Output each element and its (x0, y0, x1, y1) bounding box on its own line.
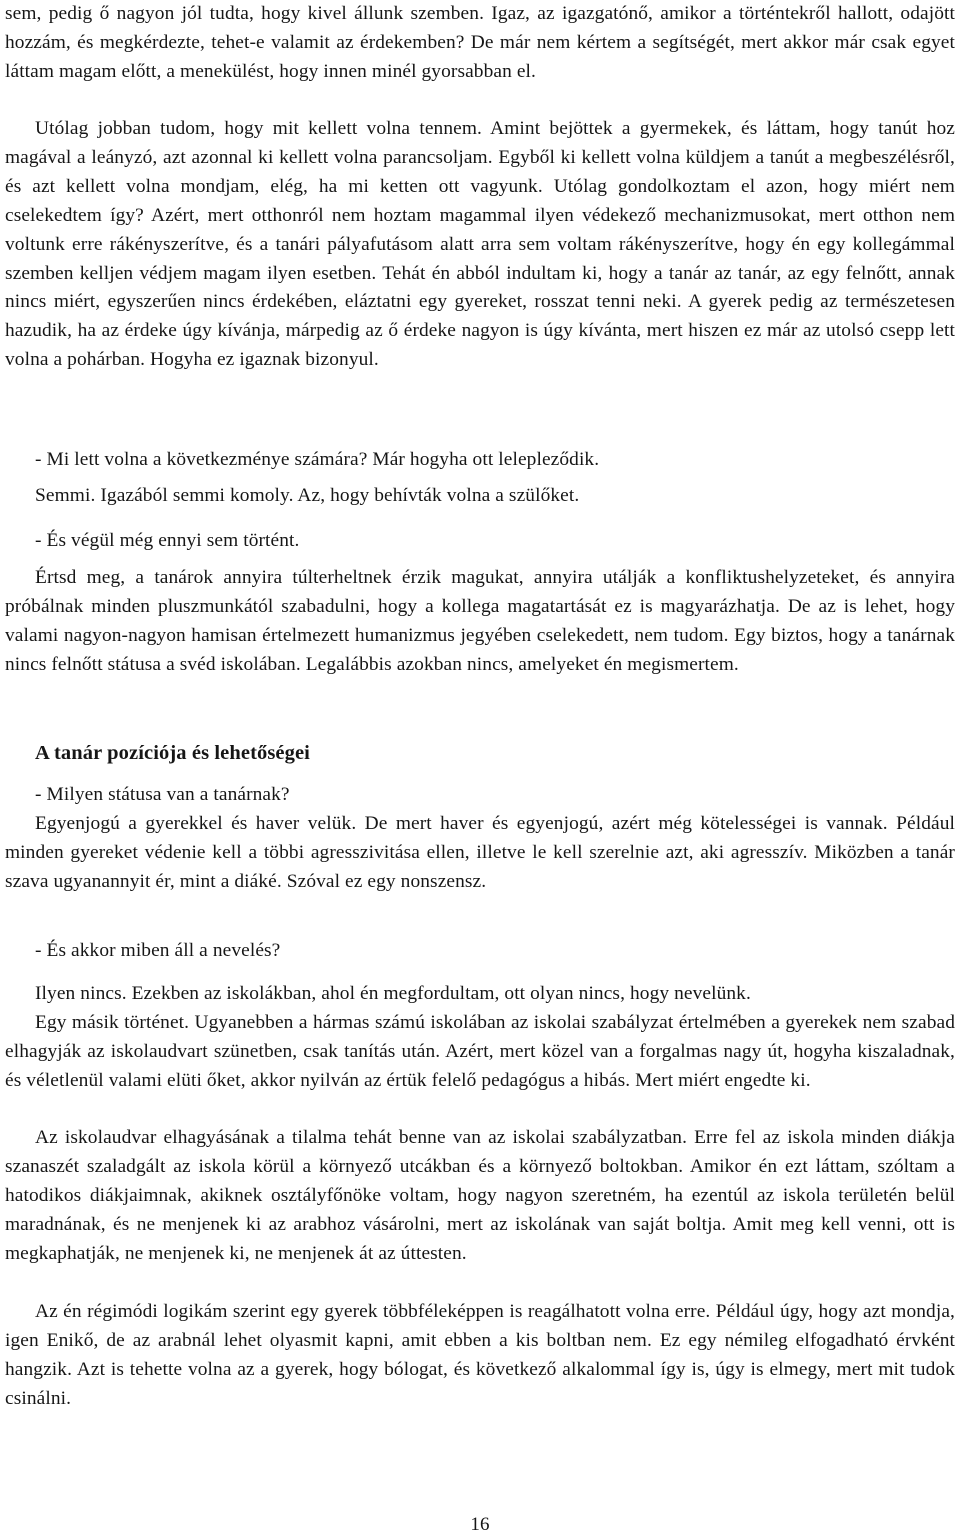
paragraph-5: Ilyen nincs. Ezekben az iskolákban, ahol én megfordultam, ott olyan nincs, hogy nevelünk. (35, 983, 751, 1004)
section-heading: A tanár pozíciója és lehetőségei (35, 742, 310, 764)
answer-1: Semmi. Igazából semmi komoly. Az, hogy behívták volna a szülőket. (35, 485, 580, 506)
paragraph-4: Egyenjogú a gyerekkel és haver velük. De mert haver és egyenjogú, azért még kötelességei is vannak. Például minden gyereket védenie kell a többi agresszivitása ellen, illetve le kell szerelnie azt, aki agresszív. Miközben a tanár szava ugyanannyit ér, mint a diáké. Szóval ez egy nonszensz. (5, 813, 955, 892)
question-3: - Milyen státusa van a tanárnak? (35, 784, 290, 805)
question-1: - Mi lett volna a következménye számára? Már hogyha ott lelepleződik. (35, 449, 600, 470)
paragraph-2: Utólag jobban tudom, hogy mit kellett volna tennem. Amint bejöttek a gyermekek, és láttam, hogy tanút hoz magával a leányzó, azt azonnal ki kellett volna parancsoljam. Egyből ki kellett volna küldjem a tanút a megbeszélésről, és azt kellett volna mondjam, elég, ha mi ketten ott vagyunk. Utólag gondolkoztam el azon, hogy miért nem cselekedtem így? Azért, mert otthonról nem hoztam magammal ilyen védekező mechanizmusokat, mert otthon nem voltunk erre rákényszerítve, és a tanári pályafutásom alatt arra sem voltam rákényszerítve, hogy én egy kollegámmal szemben kelljen védjem magam ilyen esetben. Tehát én abból indultam ki, hogy a tanár az tanár, az egy felnőtt, annak nincs miért, egyszerűen nincs érdekében, eláztatni egy gyereket, rosszat tenni neki. A gyerek pedig az természetesen hazudik, ha az érdeke úgy kívánja, márpedig az ő érdeke nagyon is úgy kívánta, mert hiszen ez már az utolsó csepp lett volna a pohárban. Hogyha ez igaznak bizonyul. (5, 118, 955, 371)
paragraph-6: Egy másik történet. Ugyanebben a hármas számú iskolában az iskolai szabályzat értelmében a gyerekek nem szabad elhagyják az iskolaudvart szünetben, csak tanítás után. Azért, mert közel van a forgalmas nagy út, hogyha kiszaladnak, és véletlenül valami elüti őket, akkor nyilván az értük felelő pedagógus a hibás. Mert miért engedte ki. (5, 1012, 955, 1091)
paragraph-1: sem, pedig ő nagyon jól tudta, hogy kivel állunk szemben. Igaz, az igazgatónő, amikor a történtekről hallott, odajött hozzám, és megkérdezte, tehet-e valamit az érdekemben? De már nem kértem a segítségét, mert akkor már csak egyet láttam magam előtt, a menekülést, hogy innen minél gyorsabban el. (5, 3, 955, 82)
question-4: - És akkor miben áll a nevelés? (35, 940, 281, 961)
paragraph-7: Az iskolaudvar elhagyásának a tilalma tehát benne van az iskolai szabályzatban. Erre fel az iskola minden diákja szanaszét szaladgált az iskola körül a környező utcákban és a környező boltokban. Amikor én ezt láttam, szóltam a hatodikos diákjaimnak, akiknek osztályfőnöke voltam, hogy nagyon szeretném, ha ezentúl az iskola területén belül maradnának, és ne menjenek ki az arabhoz vásárolni, mert az iskolának van saját boltja. Amit meg kell venni, ott is megkaphatják, ne menjenek ki, ne menjenek át az úttesten. (5, 1127, 955, 1264)
paragraph-3: Értsd meg, a tanárok annyira túlterheltnek érzik magukat, annyira utálják a konfliktushelyzeteket, és annyira próbálnak minden pluszmunkától szabadulni, hogy a kollega magatartását ez is magyarázhatja. De az is lehet, hogy valami nagyon-nagyon hamisan értelmezett humanizmus jegyében cselekedett, nem tudom. Egy biztos, hogy a tanárnak nincs felnőtt státusa a svéd iskolában. Legalábbis azokban nincs, amelyeket én megismertem. (5, 567, 955, 675)
question-2: - És végül még ennyi sem történt. (35, 530, 300, 551)
page-number: 16 (470, 1514, 490, 1535)
paragraph-8: Az én régimódi logikám szerint egy gyerek többféleképpen is reagálhatott volna erre. Például úgy, hogy azt mondja, igen Enikő, de az arabnál lehet olyasmit kapni, amit ebben a kis boltban nem. Ez egy némileg elfogadható érvként hangzik. Azt is tehette volna az a gyerek, hogy bólogat, és következő alkalommal így is, úgy is elmegy, mert mit tudok csinálni. (5, 1301, 955, 1409)
